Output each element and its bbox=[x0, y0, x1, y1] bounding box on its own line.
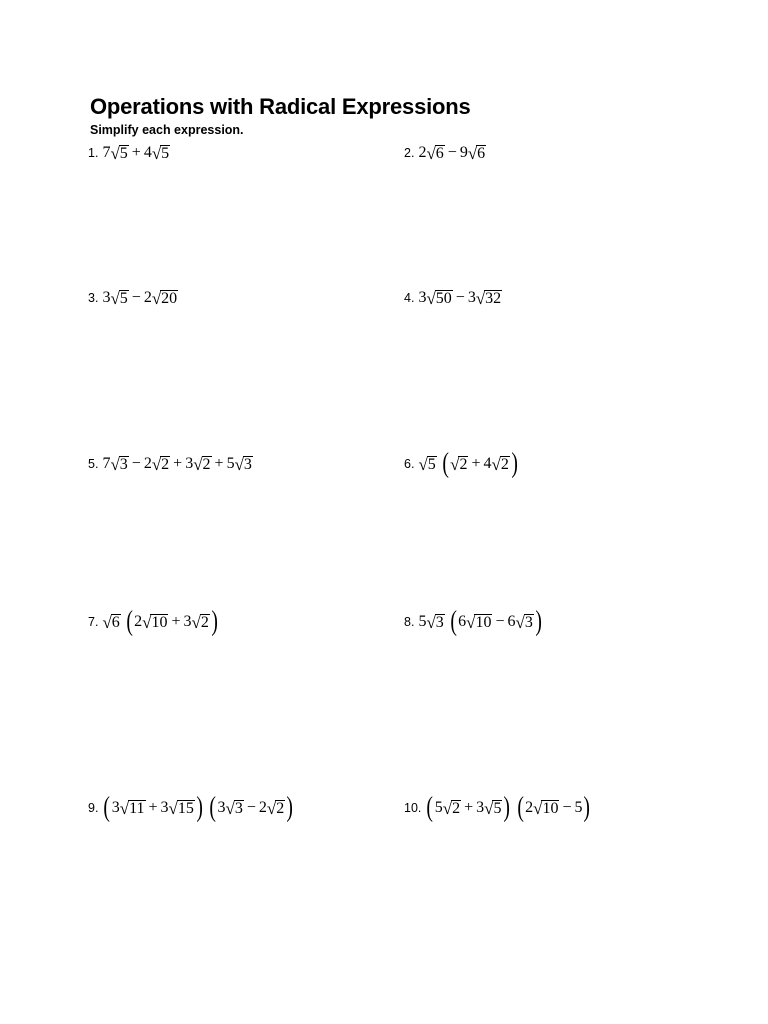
radical: √ 6 bbox=[102, 613, 120, 633]
radical: √ 2 bbox=[450, 455, 468, 475]
problem-6 bbox=[404, 447, 519, 481]
radical: √ 5 bbox=[151, 144, 170, 164]
radical: √ 3 bbox=[515, 613, 533, 633]
radical: √ 50 bbox=[426, 289, 452, 309]
radical: √ 10 bbox=[466, 613, 492, 633]
problem-number: 5. bbox=[88, 457, 99, 471]
radical: √ 2 bbox=[442, 799, 461, 819]
problem-8 bbox=[404, 605, 543, 639]
radical: √ 10 bbox=[142, 613, 168, 633]
radical: √ 5 bbox=[418, 455, 436, 475]
problem-expression: 2 √ 6 − 9 √ 6 bbox=[418, 143, 486, 164]
radical: √ 5 bbox=[484, 799, 502, 819]
problem-2 bbox=[404, 136, 486, 170]
problem-expression: √ 6 ( 2 √ 10 + 3 √ 2 ) bbox=[102, 606, 218, 637]
problem-10 bbox=[404, 791, 592, 825]
problem-expression: 7 √ 3 − 2 √ 2 + 3 √ 2 + 5 √ 3 bbox=[102, 454, 252, 475]
radical: √ 20 bbox=[151, 289, 178, 309]
problem-expression: 3 √ 5 − 2 √ 20 bbox=[102, 288, 178, 309]
radical: √ 2 bbox=[191, 613, 209, 633]
radical: √ 6 bbox=[426, 144, 444, 164]
problem-expression: √ 5 ( √ 2 + 4 √ 2 ) bbox=[418, 448, 518, 479]
instructions: Simplify each expression. bbox=[90, 123, 244, 137]
radical: √ 2 bbox=[491, 455, 509, 475]
problem-3 bbox=[88, 281, 178, 315]
radical: √ 10 bbox=[533, 799, 559, 819]
radical: √ 3 bbox=[234, 455, 252, 475]
problem-9 bbox=[88, 791, 295, 825]
radical: √ 3 bbox=[110, 455, 128, 475]
problem-number: 9. bbox=[88, 801, 99, 815]
radical: √ 3 bbox=[426, 613, 444, 633]
radical: √ 32 bbox=[475, 289, 502, 309]
problem-number: 8. bbox=[404, 615, 415, 629]
problem-number: 7. bbox=[88, 615, 99, 629]
radical: √ 2 bbox=[151, 455, 170, 475]
problem-expression: 5 √ 3 ( 6 √ 10 − 6 √ 3 ) bbox=[418, 606, 542, 637]
problem-7 bbox=[88, 605, 219, 639]
radical: √ 11 bbox=[119, 799, 145, 819]
radical: √ 5 bbox=[110, 289, 128, 309]
radical: √ 2 bbox=[266, 799, 285, 819]
problem-expression: 7 √ 5 + 4 √ 5 bbox=[102, 143, 170, 164]
radical: √ 2 bbox=[193, 455, 211, 475]
problem-1 bbox=[88, 136, 170, 170]
problem-number: 6. bbox=[404, 457, 415, 471]
problem-number: 2. bbox=[404, 146, 415, 160]
radical: √ 3 bbox=[225, 799, 243, 819]
problem-number: 3. bbox=[88, 291, 99, 305]
problem-number: 10. bbox=[404, 801, 422, 815]
problem-expression: ( 3 √ 11 + 3 √ 15 ) ( 3 √ 3 − 2 √ 2 ) bbox=[103, 792, 294, 823]
radical: √ 15 bbox=[168, 799, 194, 819]
problem-expression: 3 √ 50 − 3 √ 32 bbox=[418, 288, 502, 309]
radical: √ 5 bbox=[110, 144, 128, 164]
problem-4 bbox=[404, 281, 502, 315]
worksheet-title: Operations with Radical Expressions bbox=[90, 94, 471, 119]
problem-expression: ( 5 √ 2 + 3 √ 5 ) ( 2 √ 10 − 5 ) bbox=[426, 792, 591, 823]
problem-number: 4. bbox=[404, 291, 415, 305]
problem-number: 1. bbox=[88, 146, 99, 160]
problem-5 bbox=[88, 447, 253, 481]
radical: √ 6 bbox=[467, 144, 486, 164]
